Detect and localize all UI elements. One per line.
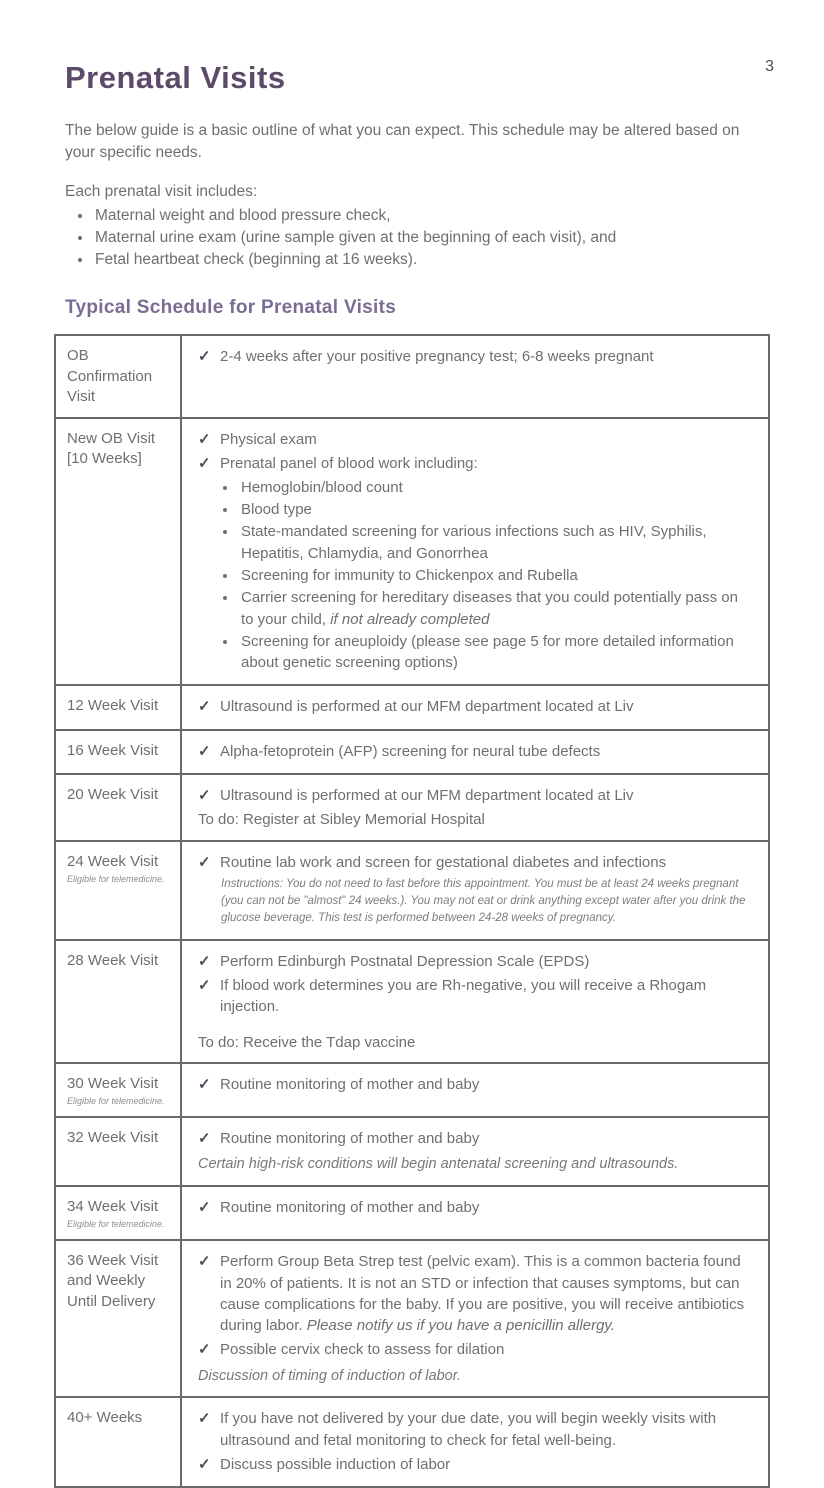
visit-label-cell	[55, 418, 181, 685]
table-row	[55, 685, 769, 729]
check-item-text: Routine monitoring of mother and baby	[220, 1130, 480, 1148]
table-row	[55, 1063, 769, 1117]
visit-label-cell	[55, 335, 181, 418]
visit-label: 36 Week Visit and Weekly Until Delivery	[67, 1252, 159, 1310]
visit-label-cell	[55, 685, 181, 729]
check-icon: ✓	[198, 348, 211, 366]
visit-label-cell	[55, 841, 181, 940]
check-item	[198, 1339, 754, 1360]
check-icon: ✓	[198, 976, 211, 994]
visit-label: 12 Week Visit	[67, 697, 159, 715]
check-icon: ✓	[198, 952, 211, 970]
check-item-text: Prenatal panel of blood work including:	[220, 455, 478, 473]
visit-label-cell	[55, 1397, 181, 1487]
page-number: 3	[765, 58, 774, 75]
italic-note-line: Certain high-risk conditions will begin antenatal screening and ultrasounds.	[198, 1156, 679, 1173]
telemedicine-note: Eligible for telemedicine.	[67, 873, 165, 884]
check-icon: ✓	[198, 1198, 211, 1216]
check-item	[198, 1408, 754, 1451]
table-row	[55, 335, 769, 418]
table-row	[55, 1117, 769, 1186]
visit-label-cell	[55, 1117, 181, 1186]
visit-label: 16 Week Visit	[67, 741, 159, 759]
instructions-note: Instructions: You do not need to fast before this appointment. You must be at least 24 weeks pregnant (you can not be "almost" 24 weeks.). You may not eat or drink anything except water after you drink the glucose beverage. This test is performed between 24-28 weeks of pregnancy.	[221, 877, 746, 925]
sub-bullet-item: • Screening for aneuploidy (please see page 5 for more detailed information about genetic screening options)	[238, 631, 754, 674]
check-item-text: Routine monitoring of mother and baby	[220, 1198, 480, 1216]
visit-label: 20 Week Visit	[67, 786, 159, 804]
check-icon: ✓	[198, 698, 211, 716]
check-icon: ✓	[198, 1341, 211, 1359]
check-item-text: Discuss possible induction of labor	[220, 1455, 451, 1473]
visit-details-cell	[181, 1240, 769, 1397]
section-heading: Typical Schedule for Prenatal Visits	[65, 297, 397, 319]
schedule-table-body	[55, 335, 769, 1487]
visit-label-cell	[55, 1240, 181, 1397]
check-item	[198, 453, 754, 474]
italic-note-line: Discussion of timing of induction of labor.	[198, 1367, 462, 1384]
visit-details-cell	[181, 1117, 769, 1186]
check-item	[198, 741, 754, 762]
telemedicine-note: Eligible for telemedicine.	[67, 1219, 165, 1230]
visit-label: 24 Week Visit	[67, 852, 159, 870]
check-item	[198, 1128, 754, 1149]
visit-details-cell	[181, 685, 769, 729]
table-row	[55, 940, 769, 1063]
check-item	[198, 1074, 754, 1095]
list-item: • Fetal heartbeat check (beginning at 16 weeks).	[93, 249, 770, 271]
visit-details-cell	[181, 940, 769, 1063]
schedule-table	[54, 334, 770, 1488]
check-item-text: 2-4 weeks after your positive pregnancy test; 6-8 weeks pregnant	[220, 348, 654, 366]
table-row	[55, 730, 769, 774]
sub-bullet-item: • Hemoglobin/blood count	[238, 477, 754, 498]
visit-details-cell	[181, 335, 769, 418]
list-item: • Maternal urine exam (urine sample given at the beginning of each visit), and	[93, 227, 770, 249]
visit-label: OB Confirmation Visit	[67, 347, 153, 405]
check-icon: ✓	[198, 1130, 211, 1148]
visit-label-cell	[55, 1063, 181, 1117]
visit-includes-intro: Each prenatal visit includes:	[65, 182, 258, 200]
visit-label-cell	[55, 730, 181, 774]
sub-bullet-list	[238, 477, 754, 674]
check-icon: ✓	[198, 1410, 211, 1428]
visit-label: 32 Week Visit	[67, 1129, 159, 1147]
check-item-text: Routine monitoring of mother and baby	[220, 1075, 480, 1093]
visit-label-cell	[55, 940, 181, 1063]
check-icon: ✓	[198, 1253, 211, 1271]
table-row	[55, 1240, 769, 1397]
list-item: • Maternal weight and blood pressure check,	[93, 205, 770, 227]
visit-label: 34 Week Visit	[67, 1197, 159, 1215]
visit-details-cell	[181, 418, 769, 685]
check-item	[198, 785, 754, 806]
check-item	[198, 1251, 754, 1336]
check-item	[198, 852, 754, 873]
telemedicine-note: Eligible for telemedicine.	[67, 1096, 165, 1107]
sub-bullet-item: • Screening for immunity to Chickenpox and Rubella	[238, 565, 754, 586]
visit-label: 30 Week Visit	[67, 1074, 159, 1092]
sub-bullet-item: • State-mandated screening for various infections such as HIV, Syphilis, Hepatitis, Chlamydia, and Gonorrhea	[238, 521, 754, 564]
table-row	[55, 841, 769, 940]
check-item-text: Ultrasound is performed at our MFM department located at Liv	[220, 698, 634, 716]
check-item	[198, 696, 754, 717]
check-item-text: Possible cervix check to assess for dilation	[220, 1341, 505, 1359]
sub-bullet-item: • Blood type	[238, 499, 754, 520]
visit-details-cell	[181, 1063, 769, 1117]
check-icon: ✓	[198, 1455, 211, 1473]
visit-label: 28 Week Visit	[67, 951, 159, 969]
table-row	[55, 1186, 769, 1240]
check-icon: ✓	[198, 1075, 211, 1093]
check-item-text: Perform Group Beta Strep test (pelvic exam). This is a common bacteria found in 20% of patients. It is not an STD or infection that causes symptoms, but can cause complications for the baby. If you are positive, you will receive antibiotics during labor. Please notify us if you have a penicillin allergy.	[220, 1253, 745, 1335]
visit-details-cell	[181, 841, 769, 940]
check-item	[198, 429, 754, 450]
sub-bullet-item: • Carrier screening for hereditary diseases that you could potentially pass on to your child, if not already completed	[238, 587, 754, 630]
check-item-text: Perform Edinburgh Postnatal Depression Scale (EPDS)	[220, 952, 590, 970]
visit-label-cell	[55, 1186, 181, 1240]
visit-details-cell	[181, 1186, 769, 1240]
visit-label-cell	[55, 774, 181, 841]
todo-line: To do: Receive the Tdap vaccine	[198, 1033, 416, 1051]
todo-line: To do: Register at Sibley Memorial Hospital	[198, 811, 485, 829]
check-icon: ✓	[198, 853, 211, 871]
check-item-text: If you have not delivered by your due date, you will begin weekly visits with ultrasound and fetal monitoring to check for fetal well-being.	[220, 1410, 717, 1449]
check-item-text: If blood work determines you are Rh-negative, you will receive a Rhogam injection.	[220, 976, 707, 1016]
check-item-text: Ultrasound is performed at our MFM department located at Liv	[220, 787, 634, 805]
visit-details-cell	[181, 1397, 769, 1487]
check-item	[198, 975, 754, 1018]
check-item	[198, 346, 754, 367]
check-item-text: Physical exam	[220, 431, 317, 449]
check-icon: ✓	[198, 431, 211, 449]
page-title: Prenatal Visits	[65, 60, 286, 95]
table-row	[55, 1397, 769, 1487]
table-row	[55, 418, 769, 685]
check-item-text: Alpha-fetoprotein (AFP) screening for neural tube defects	[220, 742, 601, 760]
check-item	[198, 1197, 754, 1218]
visit-details-cell	[181, 774, 769, 841]
visit-label: New OB Visit [10 Weeks]	[67, 430, 156, 468]
check-icon: ✓	[198, 787, 211, 805]
check-item	[198, 1454, 754, 1475]
check-item-text: Routine lab work and screen for gestational diabetes and infections	[220, 853, 667, 871]
check-item	[198, 951, 754, 972]
visit-label: 40+ Weeks	[67, 1409, 143, 1427]
table-row	[55, 774, 769, 841]
intro-paragraph: The below guide is a basic outline of what you can expect. This schedule may be altered based on your specific needs.	[65, 122, 740, 162]
visit-details-cell	[181, 730, 769, 774]
check-icon: ✓	[198, 455, 211, 473]
visit-includes-list	[93, 205, 770, 271]
check-icon: ✓	[198, 742, 211, 760]
